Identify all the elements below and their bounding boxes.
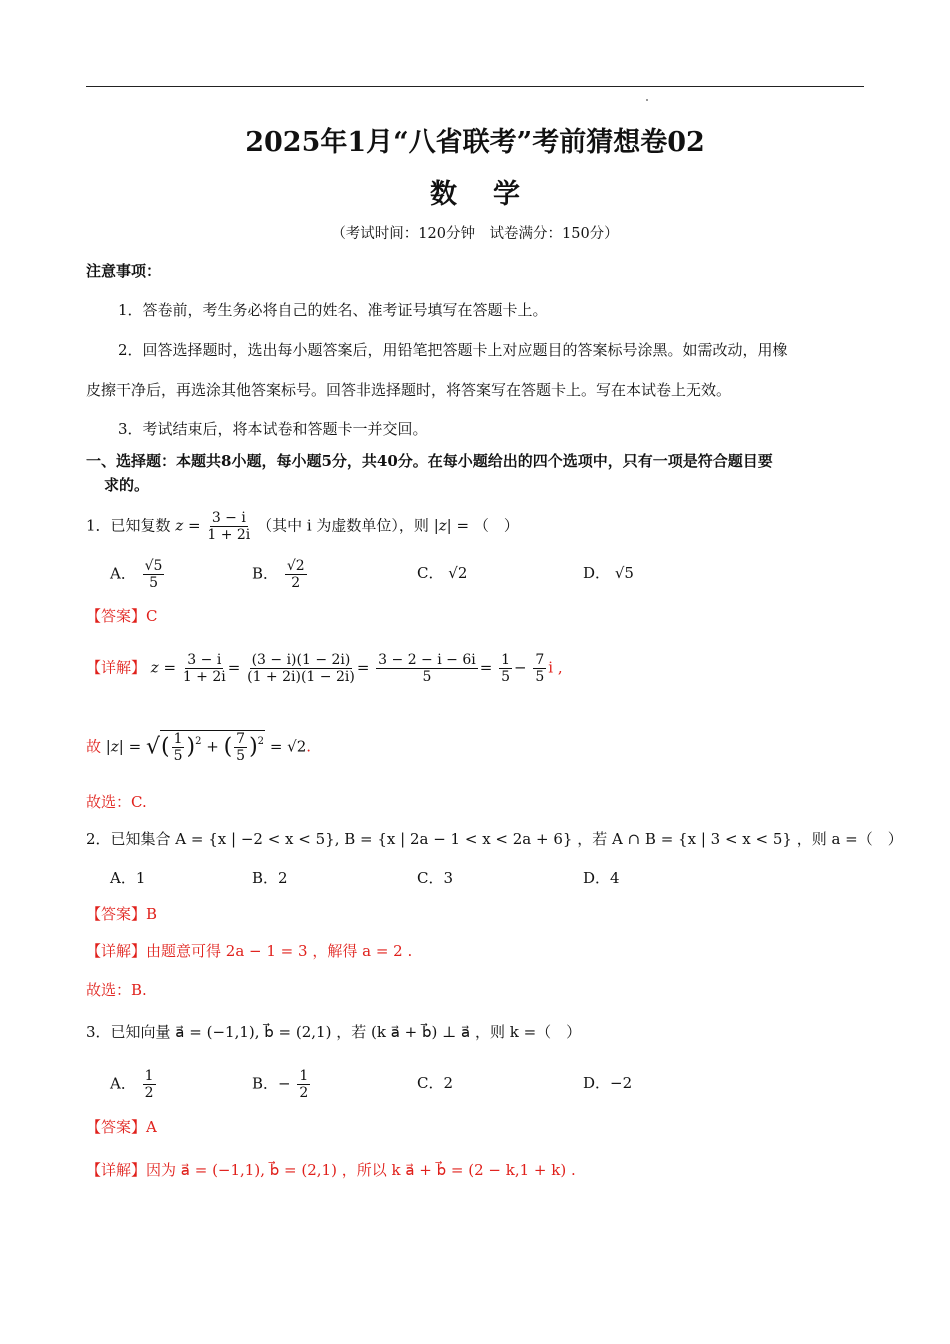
q3-option-a-label: A． — [110, 1074, 136, 1093]
q3-option-a-num: 1 — [144, 1068, 154, 1084]
q1-so-abs: |z| = — [105, 737, 142, 756]
q1-detail-z: z = — [150, 658, 177, 677]
q1-answer-value: C — [146, 607, 158, 625]
q1-detail-frac-1 — [183, 652, 226, 685]
note-item-2-line-1: 2．回答选择题时，选出每小题答案后，用铅笔把答题卡上对应题目的答案标号涂黑。如需改动，用橡 — [118, 341, 788, 359]
q1-detail-frac-4-num: 1 — [501, 652, 510, 668]
q1-option-d — [583, 562, 634, 584]
q3-option-c: C．2 — [417, 1074, 454, 1092]
note-item-2-line-2: 皮擦干净后，再选涂其他答案标号。回答非选择题时，将答案写在答题卡上。写在本试卷上无效。 — [86, 381, 732, 399]
q1-answer-tag: 【答案】 — [86, 607, 147, 625]
q3-option-a — [110, 1068, 158, 1101]
q1-so-result: = √2 — [269, 737, 307, 756]
q1-detail-frac-3-num: 3 − 2 − i − 6i — [378, 652, 476, 668]
q1-option-d-value: √5 — [614, 564, 634, 582]
q1-so-end: . — [306, 737, 312, 756]
q3-answer-tag: 【答案】 — [86, 1118, 147, 1136]
question-1-stem — [86, 510, 519, 543]
q1-detail-frac-1-den: 1 + 2i — [182, 669, 226, 685]
q1-option-b-label: B． — [252, 564, 279, 583]
q1-detail-frac-3-den: 5 — [422, 669, 432, 685]
q1-modulus-line: 故 |z| = √( $\frac{1}{5}$ )$^2$ + ( $\frac{7}{5}$ )$^2$ = √2. — [86, 731, 312, 764]
q1-option-a-fraction — [143, 558, 165, 591]
q3-option-a-fraction — [143, 1068, 156, 1101]
q1-detail-line: 【详解】 z = $\frac{3 - i}{1 + 2i}$ = $\frac{(3 - i)(1 - 2i)}{(1 + 2i)(1 - 2i)}$ = $\frac{3 - 2 - i - 6i}{5}$ = $\frac{1}{5}$ − $\frac{7}{5}$ i , — [86, 652, 563, 685]
q1-abs-z: |z| = — [433, 516, 470, 535]
q3-option-d: D．−2 — [583, 1074, 633, 1092]
q1-option-b-num: √2 — [286, 558, 305, 574]
q1-answer — [86, 605, 158, 627]
q3-option-b — [252, 1068, 312, 1101]
q2-detail — [86, 940, 412, 962]
question-3-stem: 3．已知向量 a⃗ = (−1,1), b⃗ = (2,1) ，若 (k a⃗ + b⃗) ⊥ a⃗ ，则 k =（ ） — [86, 1023, 582, 1041]
q2-answer-value: B — [146, 905, 158, 923]
q3-option-b-label: B．− — [252, 1074, 291, 1093]
q1-option-b-den: 2 — [291, 575, 301, 591]
section-heading-line-1: 一、选择题：本题共8小题，每小题5分，共40分。在每小题给出的四个选项中，只有一项是符合题目要 — [86, 452, 773, 470]
q2-option-d: D．4 — [583, 869, 620, 887]
q1-detail-frac-5 — [533, 652, 546, 685]
q1-option-b — [252, 558, 309, 591]
q3-option-b-num: 1 — [299, 1068, 309, 1084]
q2-answer-tag: 【答案】 — [86, 905, 147, 923]
q1-option-a — [110, 558, 166, 591]
q2-detail-text: 由题意可得 2a − 1 = 3 ，解得 a = 2 . — [146, 942, 413, 960]
q3-option-b-den: 2 — [299, 1085, 309, 1101]
q1-option-a-label: A． — [110, 564, 136, 583]
q1-so-frac-1-num: 1 — [173, 731, 183, 747]
q1-so-frac-2-den: 5 — [236, 748, 246, 764]
q1-detail-frac-2-den: (1 + 2i)(1 − 2i) — [247, 669, 355, 685]
q2-answer — [86, 903, 157, 925]
q1-choose: 故选：C. — [86, 793, 147, 811]
header-dot — [646, 99, 648, 101]
q3-detail-tag: 【详解】 — [86, 1161, 147, 1179]
q1-number: 1．已知复数 — [86, 516, 171, 535]
q3-detail — [86, 1159, 576, 1181]
q3-detail-text: 因为 a⃗ = (−1,1), b⃗ = (2,1) ，所以 k a⃗ + b⃗ = (2 − k,1 + k) . — [146, 1161, 576, 1179]
q1-detail-frac-2-num: (3 − i)(1 − 2i) — [251, 652, 351, 668]
q1-option-c-value: √2 — [448, 564, 468, 582]
q2-choose: 故选：B. — [86, 981, 147, 999]
q1-so-frac-2-num: 7 — [236, 731, 246, 747]
section-heading-line-2: 求的。 — [104, 476, 150, 494]
q1-option-c — [417, 562, 467, 584]
q1-frac-den: 1 + 2i — [207, 527, 251, 543]
subject-title: 数学 — [430, 179, 556, 210]
q1-option-a-num: √5 — [144, 558, 163, 574]
q2-option-a: A．1 — [110, 869, 146, 887]
q1-detail-frac-1-num: 3 − i — [187, 652, 222, 668]
note-item-1: 1．答卷前，考生务必将自己的姓名、准考证号填写在答题卡上。 — [118, 301, 548, 319]
question-2-stem: 2．已知集合 A = {x | −2 < x < 5}, B = {x | 2a − 1 < x < 2a + 6} ，若 A ∩ B = {x | 3 < x < 5} ，则 a =（ ） — [86, 830, 903, 848]
note-item-3: 3．考试结束后，将本试卷和答题卡一并交回。 — [118, 420, 428, 438]
q1-z-eq: z = — [175, 516, 201, 535]
q1-detail-frac-5-den: 5 — [535, 669, 545, 685]
q1-detail-frac-2 — [247, 652, 355, 685]
q1-option-c-label: C． — [417, 564, 444, 582]
q1-paren: （ ） — [473, 516, 519, 535]
q1-detail-frac-5-num: 7 — [535, 652, 545, 668]
q1-detail-i: i , — [548, 658, 563, 677]
q1-so-frac-1-den: 5 — [173, 748, 183, 764]
q3-option-b-fraction — [297, 1068, 310, 1101]
q1-option-b-fraction — [285, 558, 307, 591]
notes-heading: 注意事项： — [86, 262, 162, 280]
q1-so-prefix: 故 — [86, 737, 102, 756]
q1-detail-frac-4 — [499, 652, 512, 685]
q1-option-d-label: D． — [583, 564, 611, 582]
q1-option-a-den: 5 — [149, 575, 158, 591]
q1-detail-tag: 【详解】 — [86, 658, 147, 677]
q1-detail-frac-3 — [376, 652, 478, 685]
q1-so-frac-2 — [234, 731, 247, 764]
q2-detail-tag: 【详解】 — [86, 942, 147, 960]
q2-option-b: B．2 — [252, 869, 288, 887]
q3-option-a-den: 2 — [144, 1085, 154, 1101]
exam-info: （考试时间：120分钟 试卷满分：150分） — [331, 226, 619, 242]
q2-option-c: C．3 — [417, 869, 454, 887]
q1-detail-minus: − — [514, 658, 527, 677]
q3-answer — [86, 1116, 157, 1138]
q1-middle-text: （其中 i 为虚数单位），则 — [257, 516, 429, 535]
header-rule — [86, 86, 864, 87]
q1-detail-frac-4-den: 5 — [501, 669, 510, 685]
q1-so-frac-1 — [172, 731, 185, 764]
q3-answer-value: A — [146, 1118, 157, 1136]
q1-frac-num: 3 − i — [211, 510, 246, 526]
q1-fraction — [207, 510, 250, 543]
page-title: 2025年1月“八省联考”考前猜想卷02 — [245, 127, 705, 158]
